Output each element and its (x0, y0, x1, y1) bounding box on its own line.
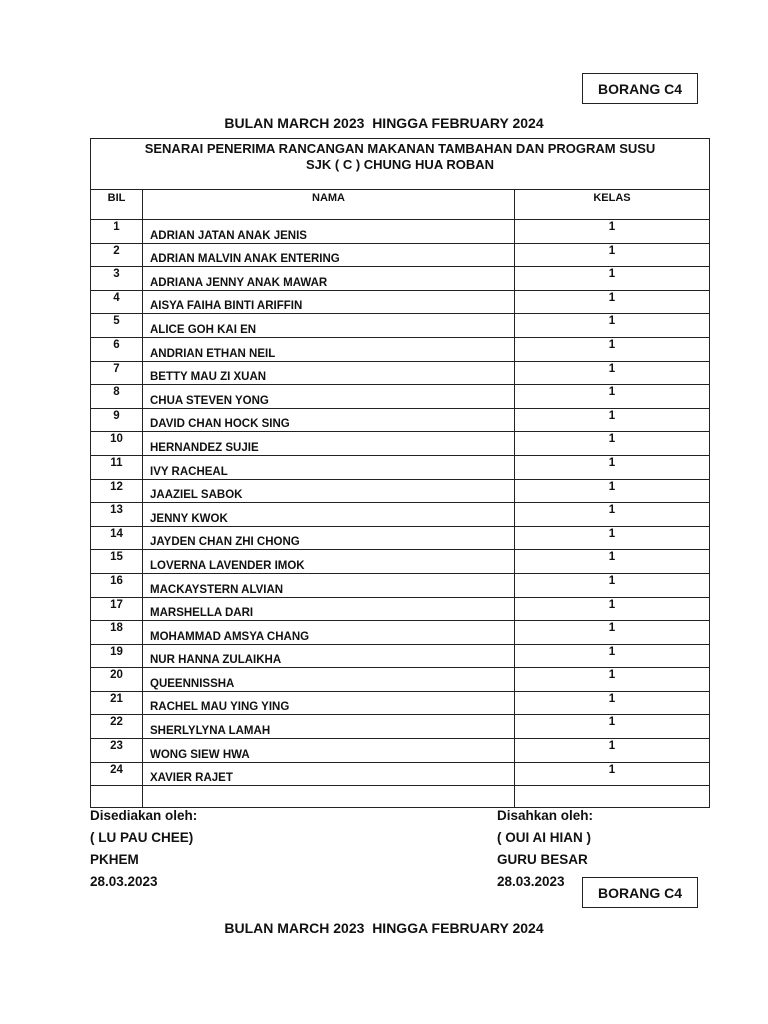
form-code-label: BORANG C4 (597, 80, 682, 97)
prepared-by-label: Disediakan oleh: (90, 808, 198, 823)
table-row (91, 573, 710, 597)
class-number: 1 (515, 479, 710, 503)
prepared-by-date: 28.03.2023 (90, 874, 158, 889)
header-nama: NAMA (143, 190, 515, 220)
header-bil: BIL (91, 190, 143, 220)
class-number: 1 (515, 220, 710, 244)
student-name: QUEENNISSHA (143, 668, 515, 692)
table-row (91, 385, 710, 409)
student-name: ADRIAN JATAN ANAK JENIS (143, 220, 515, 244)
row-number: 14 (91, 526, 143, 550)
prepared-by-position: PKHEM (90, 852, 139, 867)
class-number: 1 (515, 314, 710, 338)
table-row (91, 455, 710, 479)
table-row (91, 739, 710, 763)
student-name: SHERLYLYNA LAMAH (143, 715, 515, 739)
table-row (91, 644, 710, 668)
table-row (91, 503, 710, 527)
row-number: 23 (91, 739, 143, 763)
student-name: BETTY MAU ZI XUAN (143, 361, 515, 385)
student-name: HERNANDEZ SUJIE (143, 432, 515, 456)
student-name: ADRIAN MALVIN ANAK ENTERING (143, 243, 515, 267)
table-row (91, 762, 710, 786)
student-name: JAYDEN CHAN ZHI CHONG (143, 526, 515, 550)
class-number: 1 (515, 621, 710, 645)
student-name: RACHEL MAU YING YING (143, 691, 515, 715)
class-number: 1 (515, 762, 710, 786)
class-number: 1 (515, 432, 710, 456)
table-row (91, 621, 710, 645)
class-number: 1 (515, 267, 710, 291)
table-title-line1: SENARAI PENERIMA RANCANGAN MAKANAN TAMBAHAN DAN PROGRAM SUSU (144, 141, 656, 156)
table-title-line2: SJK ( C ) CHUNG HUA ROBAN (305, 157, 495, 172)
class-number: 1 (515, 361, 710, 385)
student-name: JENNY KWOK (143, 503, 515, 527)
approved-by-label: Disahkan oleh: (497, 808, 594, 823)
row-number: 21 (91, 691, 143, 715)
row-number: 9 (91, 408, 143, 432)
class-number: 1 (515, 573, 710, 597)
row-number: 10 (91, 432, 143, 456)
row-number: 7 (91, 361, 143, 385)
class-number: 1 (515, 691, 710, 715)
class-number: 1 (515, 455, 710, 479)
table-row (91, 337, 710, 361)
table-title-row (91, 139, 710, 190)
student-name: MOHAMMAD AMSYA CHANG (143, 621, 515, 645)
student-name: ADRIANA JENNY ANAK MAWAR (143, 267, 515, 291)
student-name: IVY RACHEAL (143, 455, 515, 479)
class-number: 1 (515, 550, 710, 574)
class-number: 1 (515, 715, 710, 739)
form-code-box-bottom (582, 877, 698, 908)
class-number: 1 (515, 503, 710, 527)
row-number: 20 (91, 668, 143, 692)
student-name: AISYA FAIHA BINTI ARIFFIN (143, 290, 515, 314)
table-row (91, 267, 710, 291)
recipient-table (90, 138, 710, 808)
row-number: 1 (91, 220, 143, 244)
table-row (91, 290, 710, 314)
row-number: 22 (91, 715, 143, 739)
table-row (91, 479, 710, 503)
empty-cell (143, 786, 515, 808)
form-code-label: BORANG C4 (597, 884, 682, 901)
row-number: 2 (91, 243, 143, 267)
student-name: NUR HANNA ZULAIKHA (143, 644, 515, 668)
form-code-box-top (582, 73, 698, 104)
class-number: 1 (515, 290, 710, 314)
table-row (91, 361, 710, 385)
class-number: 1 (515, 337, 710, 361)
row-number: 13 (91, 503, 143, 527)
row-number: 18 (91, 621, 143, 645)
student-name: JAAZIEL SABOK (143, 479, 515, 503)
prepared-by-block (90, 805, 197, 893)
row-number: 24 (91, 762, 143, 786)
table-row (91, 691, 710, 715)
table-row (91, 526, 710, 550)
student-name: WONG SIEW HWA (143, 739, 515, 763)
table-row (91, 715, 710, 739)
table-row (91, 314, 710, 338)
row-number: 3 (91, 267, 143, 291)
table-header-row (91, 190, 710, 220)
student-name: ANDRIAN ETHAN NEIL (143, 337, 515, 361)
table-title (91, 139, 710, 190)
student-name: MACKAYSTERN ALVIAN (143, 573, 515, 597)
class-number: 1 (515, 597, 710, 621)
table-row (91, 243, 710, 267)
class-number: 1 (515, 739, 710, 763)
table-row (91, 432, 710, 456)
period-heading-bottom: BULAN MARCH 2023 HINGGA FEBRUARY 2024 (224, 920, 544, 936)
row-number: 16 (91, 573, 143, 597)
row-number: 17 (91, 597, 143, 621)
row-number: 8 (91, 385, 143, 409)
row-number: 12 (91, 479, 143, 503)
approved-by-block (497, 805, 593, 893)
row-number: 6 (91, 337, 143, 361)
approved-by-name: ( OUI AI HIAN ) (497, 830, 591, 845)
student-name: MARSHELLA DARI (143, 597, 515, 621)
table-row (91, 550, 710, 574)
student-name: CHUA STEVEN YONG (143, 385, 515, 409)
table-row (91, 597, 710, 621)
class-number: 1 (515, 644, 710, 668)
row-number: 15 (91, 550, 143, 574)
table-row (91, 668, 710, 692)
student-name: XAVIER RAJET (143, 762, 515, 786)
class-number: 1 (515, 526, 710, 550)
class-number: 1 (515, 385, 710, 409)
row-number: 11 (91, 455, 143, 479)
row-number: 4 (91, 290, 143, 314)
row-number: 5 (91, 314, 143, 338)
class-number: 1 (515, 408, 710, 432)
header-kelas: KELAS (515, 190, 710, 220)
period-heading-top: BULAN MARCH 2023 HINGGA FEBRUARY 2024 (224, 115, 544, 131)
student-name: DAVID CHAN HOCK SING (143, 408, 515, 432)
student-name: LOVERNA LAVENDER IMOK (143, 550, 515, 574)
approved-by-position: GURU BESAR (497, 852, 588, 867)
table-row (91, 220, 710, 244)
class-number: 1 (515, 668, 710, 692)
student-name: ALICE GOH KAI EN (143, 314, 515, 338)
class-number: 1 (515, 243, 710, 267)
table-row (91, 408, 710, 432)
prepared-by-name: ( LU PAU CHEE) (90, 830, 194, 845)
approved-by-date: 28.03.2023 (497, 874, 565, 889)
row-number: 19 (91, 644, 143, 668)
